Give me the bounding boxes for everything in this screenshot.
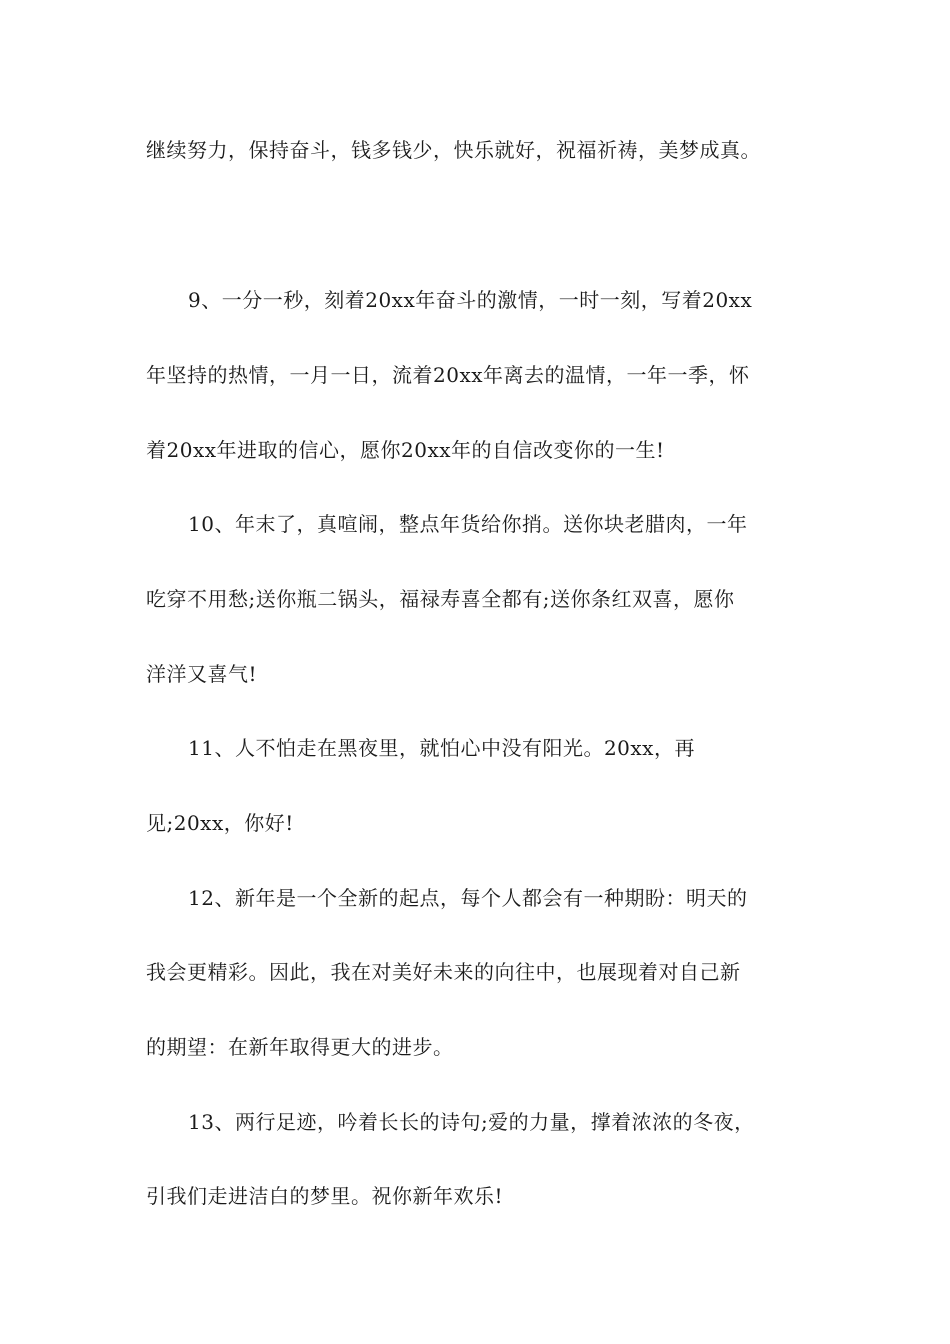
paragraph-10-line-1: 10、年末了，真喧闹，整点年货给你捎。送你块老腊肉，一年	[188, 512, 748, 536]
paragraph-10-line-2: 吃穿不用愁;送你瓶二锅头，福禄寿喜全都有;送你条红双喜，愿你	[146, 587, 735, 611]
paragraph-9-line-1: 9、一分一秒，刻着20xx年奋斗的激情，一时一刻，写着20xx	[188, 288, 753, 312]
paragraph-8-line-1: 继续努力，保持奋斗，钱多钱少，快乐就好，祝福祈祷，美梦成真。	[146, 138, 761, 162]
paragraph-12-line-3: 的期望：在新年取得更大的进步。	[146, 1035, 454, 1059]
paragraph-9-line-2: 年坚持的热情，一月一日，流着20xx年离去的温情，一年一季，怀	[146, 363, 750, 387]
paragraph-12-line-2: 我会更精彩。因此，我在对美好未来的向往中，也展现着对自己新	[146, 960, 741, 984]
paragraph-12-line-1: 12、新年是一个全新的起点，每个人都会有一种期盼：明天的	[188, 886, 748, 910]
paragraph-13-line-1: 13、两行足迹，吟着长长的诗句;爱的力量，撑着浓浓的冬夜，	[188, 1110, 755, 1134]
paragraph-11-line-1: 11、人不怕走在黑夜里，就怕心中没有阳光。20xx，再	[188, 736, 695, 760]
paragraph-9-line-3: 着20xx年进取的信心，愿你20xx年的自信改变你的一生!	[146, 438, 665, 462]
paragraph-13-line-2: 引我们走进洁白的梦里。祝你新年欢乐!	[146, 1184, 504, 1208]
paragraph-11-line-2: 见;20xx，你好!	[146, 811, 294, 835]
paragraph-10-line-3: 洋洋又喜气!	[146, 662, 258, 686]
